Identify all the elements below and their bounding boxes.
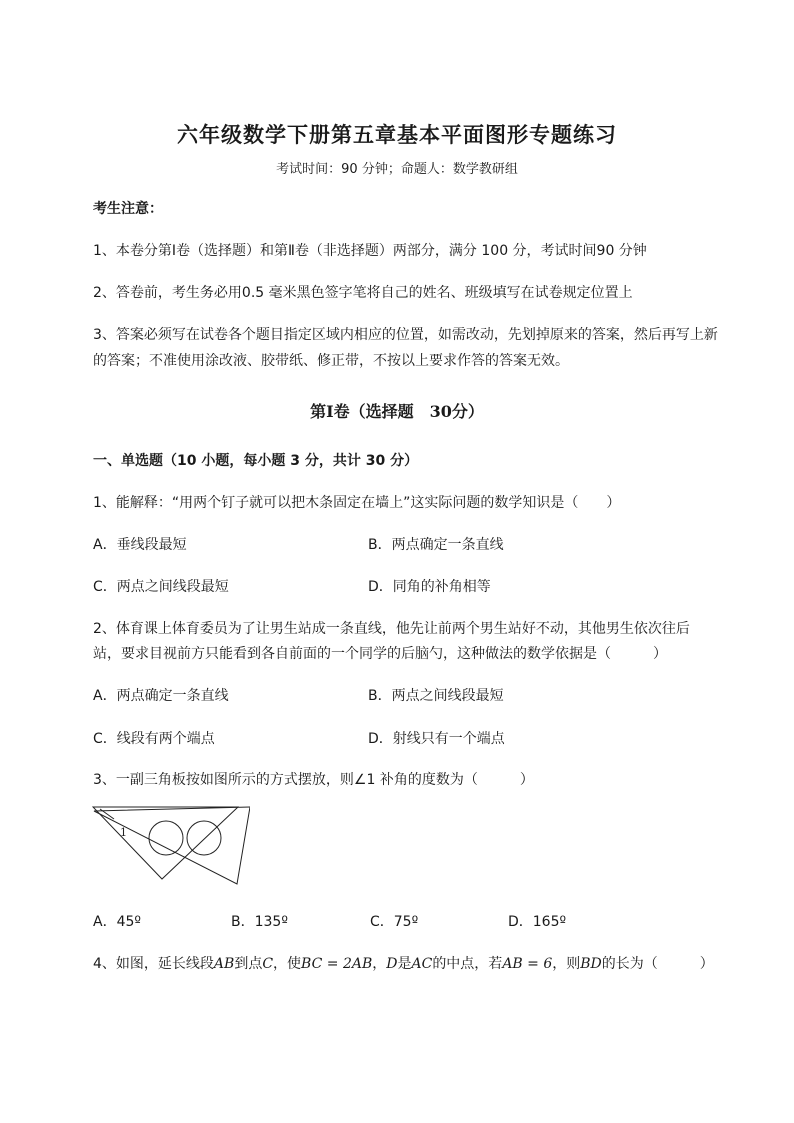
hole-circle-left [149, 821, 183, 855]
triangle-ruler-right [94, 807, 250, 884]
page-subtitle: 考试时间：90 分钟；命题人：数学教研组 [276, 162, 518, 177]
notice-item-1: 1、本卷分第Ⅰ卷（选择题）和第Ⅱ卷（非选择题）两部分，满分 100 分，考试时间90 分钟 [93, 243, 647, 259]
angle-1-label: 1 [120, 826, 127, 839]
question-2-option-a[interactable]: A．两点确定一条直线 [93, 688, 229, 704]
notice-item-3: 3、答案必须写在试卷各个题目指定区域内相应的位置，如需改动，先划掉原来的答案，然后再写上新 [93, 327, 718, 343]
triangle-ruler-left [93, 807, 238, 879]
question-2-stem-line2: 站，要求目视前方只能看到各自前面的一个同学的后脑勺，这种做法的数学依据是（ ） [93, 646, 667, 662]
notice-item-3-cont: 的答案；不准使用涂改液、胶带纸、修正带，不按以上要求作答的答案无效。 [93, 353, 569, 369]
part-heading: 一、单选题（10 小题，每小题 3 分，共计 30 分） [93, 453, 419, 469]
triangle-rulers-figure [92, 805, 250, 885]
question-2-option-b[interactable]: B．两点之间线段最短 [368, 688, 504, 704]
page-title: 六年级数学下册第五章基本平面图形专题练习 [177, 122, 617, 147]
notice-item-2: 2、答卷前，考生务必用0.5 毫米黑色签字笔将自己的姓名、班级填写在试卷规定位置上 [93, 285, 633, 301]
question-3-option-b[interactable]: B．135º [231, 914, 288, 930]
notice-heading: 考生注意： [93, 201, 163, 217]
question-2-stem-line1: 2、体育课上体育委员为了让男生站成一条直线，他先让前两个男生站好不动，其他男生依次往后 [93, 621, 690, 637]
section-title: 第Ⅰ卷（选择题 30分） [310, 402, 484, 421]
question-2-option-c[interactable]: C．线段有两个端点 [93, 731, 215, 747]
question-3-stem: 3、一副三角板按如图所示的方式摆放，则∠1 补角的度数为（ ） [93, 772, 534, 788]
question-4-stem: 4、如图，延长线段AB到点C，使BC = 2AB，D是AC的中点，若AB = 6，则BD的长为（ ） [93, 956, 714, 972]
question-1-stem: 1、能解释：“用两个钉子就可以把木条固定在墙上”这实际问题的数学知识是（ ） [93, 495, 621, 511]
question-3-option-d[interactable]: D．165º [508, 914, 567, 930]
question-1-option-a[interactable]: A．垂线段最短 [93, 537, 187, 553]
question-3-option-c[interactable]: C．75º [370, 914, 419, 930]
question-1-option-c[interactable]: C．两点之间线段最短 [93, 579, 229, 595]
question-2-option-d[interactable]: D．射线只有一个端点 [368, 731, 505, 747]
hole-circle-right [187, 821, 221, 855]
question-1-option-b[interactable]: B．两点确定一条直线 [368, 537, 504, 553]
question-1-option-d[interactable]: D．同角的补角相等 [368, 579, 491, 595]
question-3-option-a[interactable]: A．45º [93, 914, 141, 930]
